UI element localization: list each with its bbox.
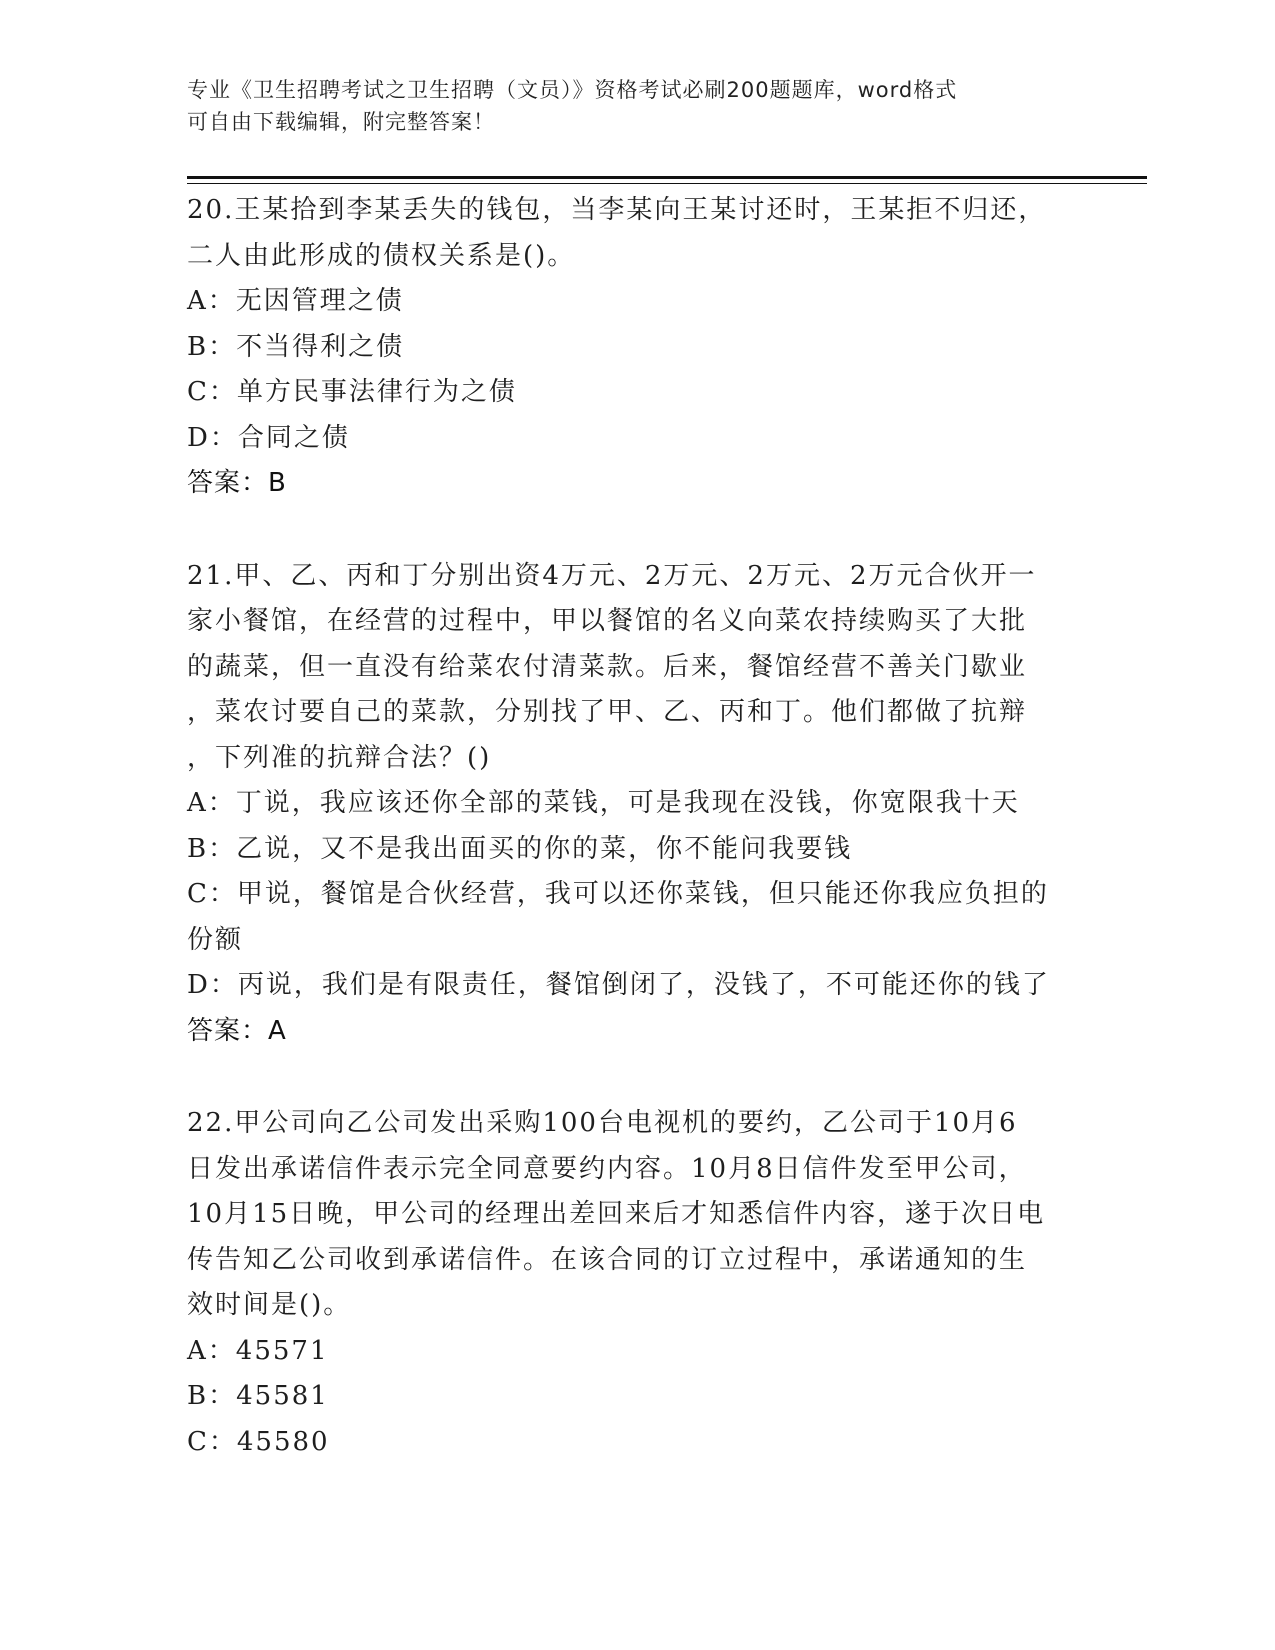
question-stem-line: 传告知乙公司收到承诺信件。在该合同的订立过程中，承诺通知的生: [187, 1244, 1028, 1275]
spacer: [187, 1054, 1107, 1101]
option-b: B：45581: [187, 1381, 329, 1411]
question-stem-line: 20.王某拾到李某丢失的钱包，当李某向王某讨还时，王某拒不归还，: [187, 195, 1047, 225]
header-divider-thick: [187, 176, 1147, 179]
question-stem-line: ，下列准的抗辩合法？(): [187, 742, 492, 773]
question-stem-line: 日发出承诺信件表示完全同意要约内容。10月8日信件发至甲公司，: [187, 1153, 1027, 1184]
question-stem-line: 家小餐馆，在经营的过程中，甲以餐馆的名义向菜农持续购买了大批: [187, 606, 1028, 636]
option-a: A：丁说，我应该还你全部的菜钱，可是我现在没钱，你宽限我十天: [187, 788, 1020, 818]
question-stem-line: 22.甲公司向乙公司发出采购100台电视机的要约，乙公司于10月6: [187, 1108, 1018, 1138]
option-c: C：45580: [187, 1426, 330, 1457]
option-b: B：乙说，又不是我出面买的你的菜，你不能问我要钱: [187, 833, 853, 864]
header-divider-thin: [187, 183, 1147, 184]
question-stem-line: 二人由此形成的债权关系是()。: [187, 240, 576, 271]
option-d: D：丙说，我们是有限责任，餐馆倒闭了，没钱了，不可能还你的钱了: [187, 970, 1050, 1000]
answer-line: 答案：A: [187, 1015, 287, 1046]
header-line: 专业《卫生招聘考试之卫生招聘（文员）》资格考试必刷200题题库，word格式: [187, 78, 958, 102]
question-20: [187, 188, 1107, 507]
question-stem-line: ，菜农讨要自己的菜款，分别找了甲、乙、丙和丁。他们都做了抗辩: [187, 697, 1028, 727]
document-header: [187, 74, 1087, 138]
question-21: [187, 554, 1107, 1055]
option-c: C：甲说，餐馆是合伙经营，我可以还你菜钱，但只能还你我应负担的: [187, 879, 1049, 909]
header-line: 可自由下载编辑，附完整答案！: [187, 110, 495, 134]
question-stem-line: 效时间是()。: [187, 1290, 352, 1320]
question-list: [187, 188, 1107, 1465]
option-a: A：无因管理之债: [187, 286, 404, 316]
option-a: A：45571: [187, 1335, 329, 1366]
option-c-continued: 份额: [187, 924, 244, 955]
question-stem-line: 10月15日晚，甲公司的经理出差回来后才知悉信件内容，遂于次日电: [187, 1199, 1046, 1229]
option-d: D：合同之债: [187, 422, 350, 453]
option-c: C：单方民事法律行为之债: [187, 377, 517, 407]
answer-line: 答案：B: [187, 468, 287, 498]
option-b: B：不当得利之债: [187, 331, 405, 362]
question-stem-line: 的蔬菜，但一直没有给菜农付清菜款。后来，餐馆经营不善关门歇业: [187, 651, 1028, 682]
spacer: [187, 507, 1107, 554]
question-stem-line: 21.甲、乙、丙和丁分别出资4万元、2万元、2万元、2万元合伙开一: [187, 560, 1037, 591]
question-22: [187, 1101, 1107, 1465]
